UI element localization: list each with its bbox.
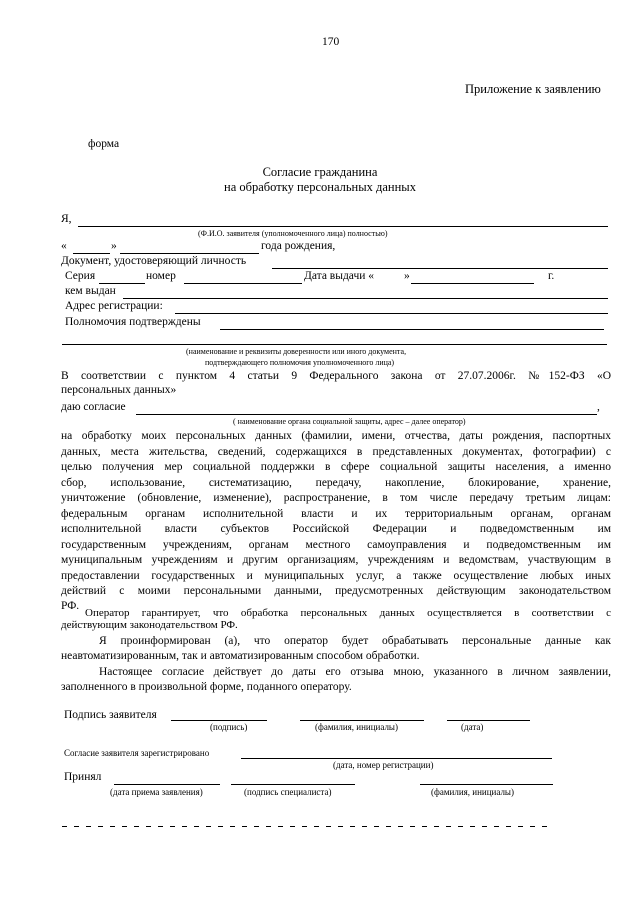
validity-line-2: заполненного в произвольной форме, поданного оператору. xyxy=(61,680,352,693)
issued-by-line[interactable] xyxy=(123,298,608,299)
issue-date-label: Дата выдачи « xyxy=(304,270,375,282)
processing-line-7: исполнительной власти субъектов Российской Федерации и подведомственным им xyxy=(61,523,611,535)
powers-line-2[interactable] xyxy=(62,344,607,345)
processing-line-5: уничтожение (обновление, изменение), распространение, в том числе передачу третьим лицам: xyxy=(61,492,611,504)
informed-line-2: неавтоматизированным, так и автоматизированным способом обработки. xyxy=(61,649,420,662)
title-line-2: на обработку персональных данных xyxy=(224,180,416,194)
processing-line-4: сбор, использование, систематизацию, передачу, накопление, блокирование, хранение, xyxy=(61,476,611,489)
appendix-label: Приложение к заявлению xyxy=(465,82,601,96)
series-label: Серия xyxy=(65,270,96,282)
reg-address-label: Адрес регистрации: xyxy=(65,300,163,312)
signature-date-caption: (дата) xyxy=(461,722,484,732)
processing-line-3: целью получения мер социальной поддержки в сфере социальной защиты населения, а именно xyxy=(61,461,611,473)
issue-date-line[interactable] xyxy=(411,283,534,284)
accepted-date-caption: (дата приема заявления) xyxy=(110,787,203,797)
title-line-1: Согласие гражданина xyxy=(262,165,378,179)
form-label: форма xyxy=(88,138,120,150)
series-line[interactable] xyxy=(99,283,145,284)
signature-caption: (подпись) xyxy=(210,722,248,732)
powers-label: Полномочия подтверждены xyxy=(65,316,201,328)
accepted-date-line[interactable] xyxy=(114,784,220,785)
number-line[interactable] xyxy=(184,283,302,284)
signature-name-line[interactable] xyxy=(300,720,424,721)
dob-open-quote: « xyxy=(61,240,67,252)
id-doc-line[interactable] xyxy=(272,268,608,269)
issue-date-close-quote: » xyxy=(404,270,410,282)
dob-month-year-line[interactable] xyxy=(120,253,259,254)
fio-line[interactable] xyxy=(78,226,608,227)
law-paragraph-line-2: персональных данных» xyxy=(61,384,177,396)
accepted-name-caption: (фамилия, инициалы) xyxy=(431,787,514,797)
validity-line-1: Настоящее согласие действует до даты его отзыва мною, указанного в личном заявлении, xyxy=(99,666,611,678)
processing-line-8: государственным учреждениям, органам местного самоуправления и подведомственным им xyxy=(61,538,611,551)
page-number: 170 xyxy=(322,36,340,48)
ya-label: Я, xyxy=(61,213,72,225)
reg-address-line[interactable] xyxy=(175,313,608,314)
guarantee-line-2: действующим законодательством РФ. xyxy=(61,619,238,631)
year-abbr: г. xyxy=(548,270,555,282)
fio-caption: (Ф.И.О. заявителя (уполномоченного лица) полностью) xyxy=(198,229,388,238)
accepted-label: Принял xyxy=(64,771,102,783)
operator-line[interactable] xyxy=(136,414,597,415)
registered-label: Согласие заявителя зарегистрировано xyxy=(64,748,210,758)
signature-label: Подпись заявителя xyxy=(64,709,157,721)
dob-suffix: года рождения, xyxy=(261,240,336,252)
processing-line-1: на обработку моих персональных данных (фамилии, имени, отчества, даты рождения, паспортных xyxy=(61,430,611,442)
dob-close-quote: » xyxy=(111,240,117,252)
guarantee-line-1: Оператор гарантирует, что обработка персональных данных осуществляется в соответствии с xyxy=(85,607,611,619)
processing-line-10: предоставлении государственных и муниципальных услуг, а также осуществление любых иных xyxy=(61,569,611,582)
accepted-name-line[interactable] xyxy=(420,784,553,785)
id-doc-label: Документ, удостоверяющий личность xyxy=(61,255,247,267)
processing-line-9: муниципальным учреждениям и другим организациям, учреждениям и ведомствам, участвующим в xyxy=(61,554,611,566)
operator-caption: ( наименование органа социальной защиты, адрес – далее оператор) xyxy=(233,417,466,426)
processing-line-2: данных, места жительства, сведений, содержащихся в представленных документах, фотографии) с xyxy=(61,445,611,458)
number-label: номер xyxy=(146,270,176,282)
dob-day-line[interactable] xyxy=(73,253,110,254)
processing-line-6: федеральным органам исполнительной власти и их территориальным органам, органам xyxy=(61,507,611,520)
powers-caption-2: подтверждающего полномочия уполномоченного лица) xyxy=(205,358,395,367)
signature-line[interactable] xyxy=(171,720,267,721)
law-paragraph-line-1: В соответствии с пунктом 4 статьи 9 Федерального закона от 27.07.2006г. №152-ФЗ «О xyxy=(61,370,611,382)
registered-line[interactable] xyxy=(241,758,552,759)
accepted-signature-line[interactable] xyxy=(231,784,355,785)
consent-label: даю согласие xyxy=(61,401,126,413)
signature-date-line[interactable] xyxy=(447,720,530,721)
accepted-signature-caption: (подпись специалиста) xyxy=(244,787,332,797)
registered-caption: (дата, номер регистрации) xyxy=(333,760,434,770)
consent-comma: , xyxy=(597,401,600,413)
processing-line-11: действий с моими персональными данными, предусмотренных действующим законодательством xyxy=(61,585,611,597)
powers-line[interactable] xyxy=(220,329,604,330)
signature-name-caption: (фамилия, инициалы) xyxy=(315,722,398,732)
issued-by-label: кем выдан xyxy=(65,285,116,297)
powers-caption-1: (наименование и реквизиты доверенности или иного документа, xyxy=(186,347,407,356)
cut-line xyxy=(62,826,554,827)
processing-line-12: РФ. xyxy=(61,599,80,612)
informed-line-1: Я проинформирован (а), что оператор будет обрабатывать персональные данные как xyxy=(99,635,611,647)
